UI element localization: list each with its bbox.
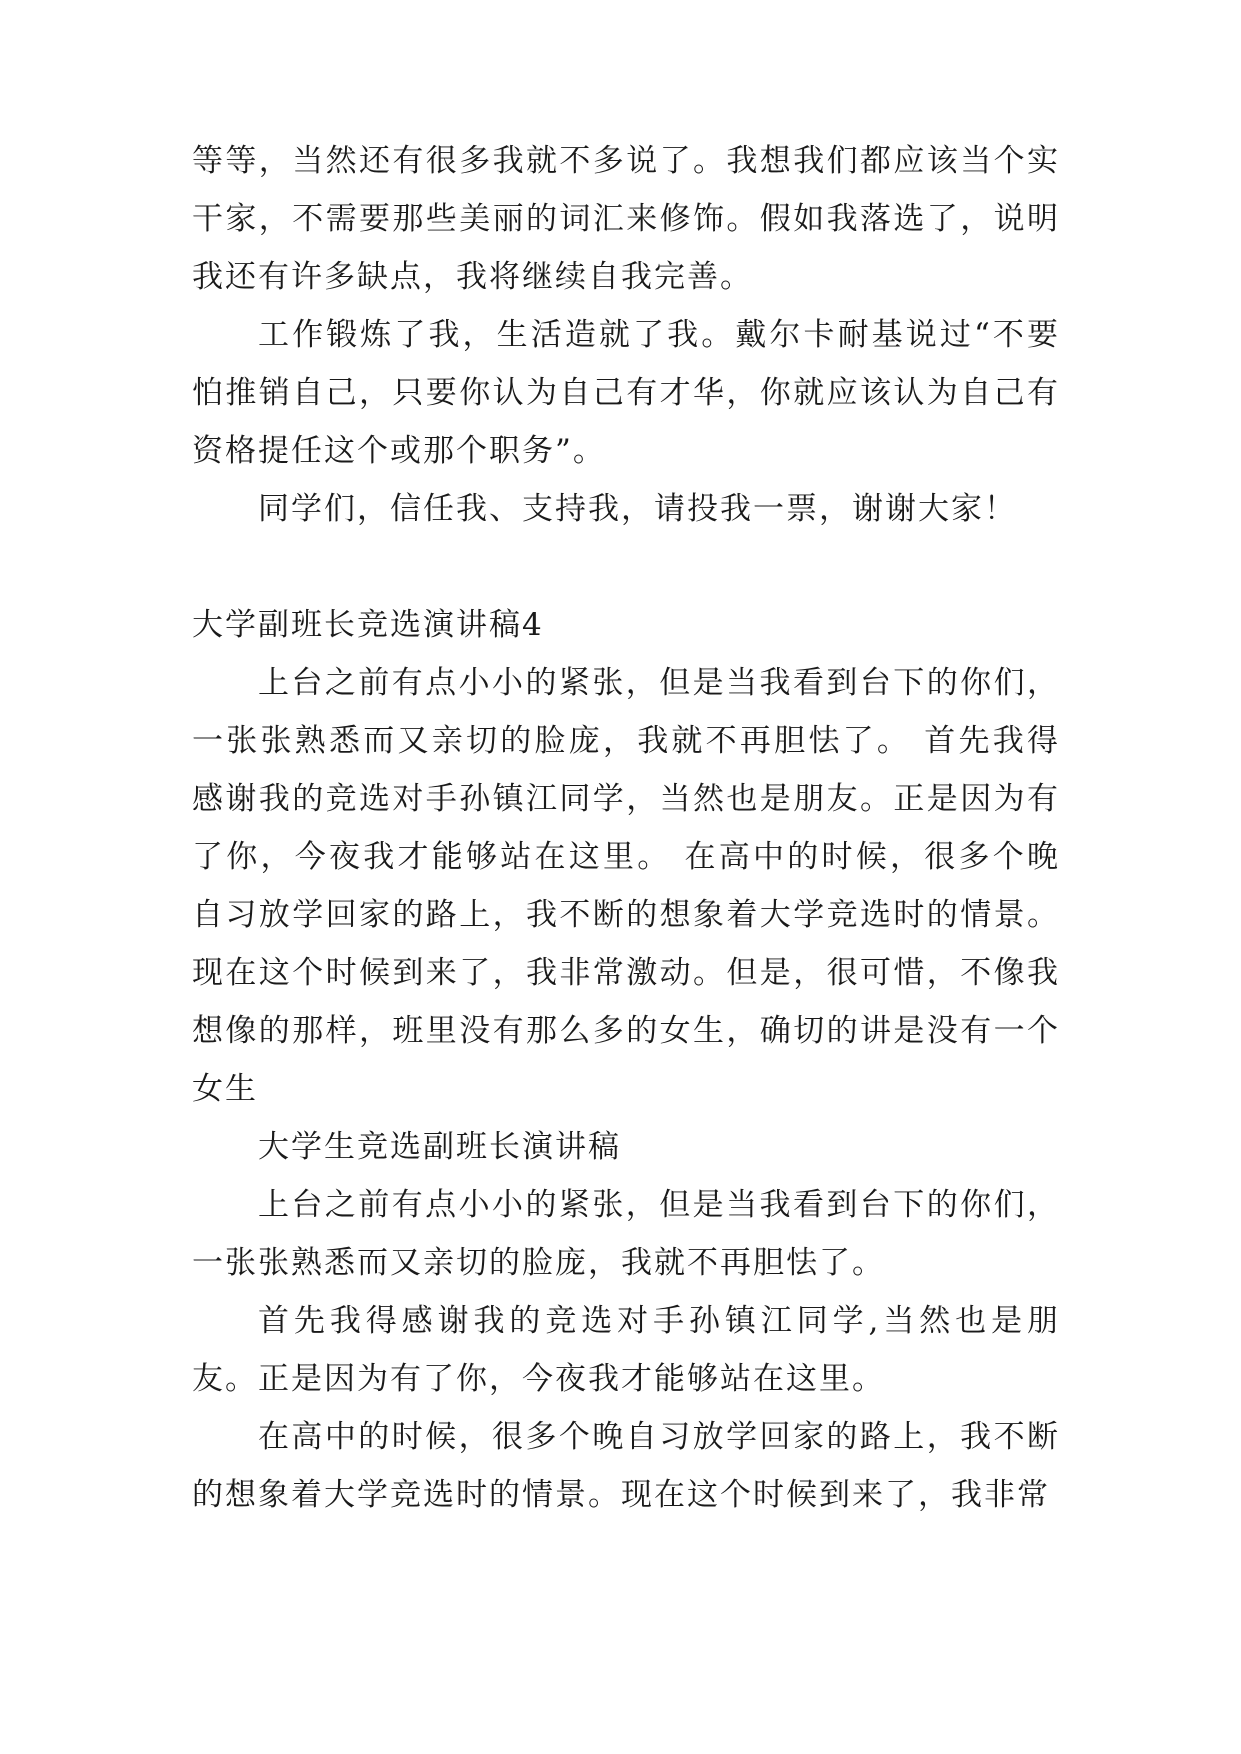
paragraph: 等等，当然还有很多我就不多说了。我想我们都应该当个实干家，不需要那些美丽的词汇来修饰。假如我落选了，说明我还有许多缺点，我将继续自我完善。 — [192, 143, 1060, 295]
paragraph: 上台之前有点小小的紧张，但是当我看到台下的你们，一张张熟悉而又亲切的脸庞，我就不再胆怯了。 首先我得感谢我的竞选对手孙镇江同学，当然也是朋友。正是因为有了你，今夜我才能够站在这里。 在高中的时候，很多个晚自习放学回家的路上，我不断的想象着大学竞选时的情景。现在这个时候到来了，我非常激动。但是，很可惜，不像我想像的那样，班里没有那么多的女生，确切的讲是没有一个女生 — [192, 665, 1060, 1107]
paragraph: 上台之前有点小小的紧张，但是当我看到台下的你们，一张张熟悉而又亲切的脸庞，我就不再胆怯了。 — [192, 1187, 1060, 1281]
section-spacer — [192, 538, 1060, 596]
paragraph: 在高中的时候，很多个晚自习放学回家的路上，我不断的想象着大学竞选时的情景。现在这个时候到来了，我非常 — [192, 1419, 1060, 1513]
section-heading: 大学副班长竞选演讲稿4 — [192, 607, 544, 643]
paragraph: 工作锻炼了我，生活造就了我。戴尔卡耐基说过“不要怕推销自己，只要你认为自己有才华，你就应该认为自己有资格提任这个或那个职务”。 — [192, 317, 1060, 469]
paragraph: 同学们，信任我、支持我，请投我一票，谢谢大家！ — [258, 491, 1017, 527]
paragraph: 首先我得感谢我的竞选对手孙镇江同学,当然也是朋友。正是因为有了你，今夜我才能够站在这里。 — [192, 1303, 1060, 1397]
subheading: 大学生竞选副班长演讲稿 — [258, 1129, 621, 1165]
document-body — [192, 132, 1060, 1524]
